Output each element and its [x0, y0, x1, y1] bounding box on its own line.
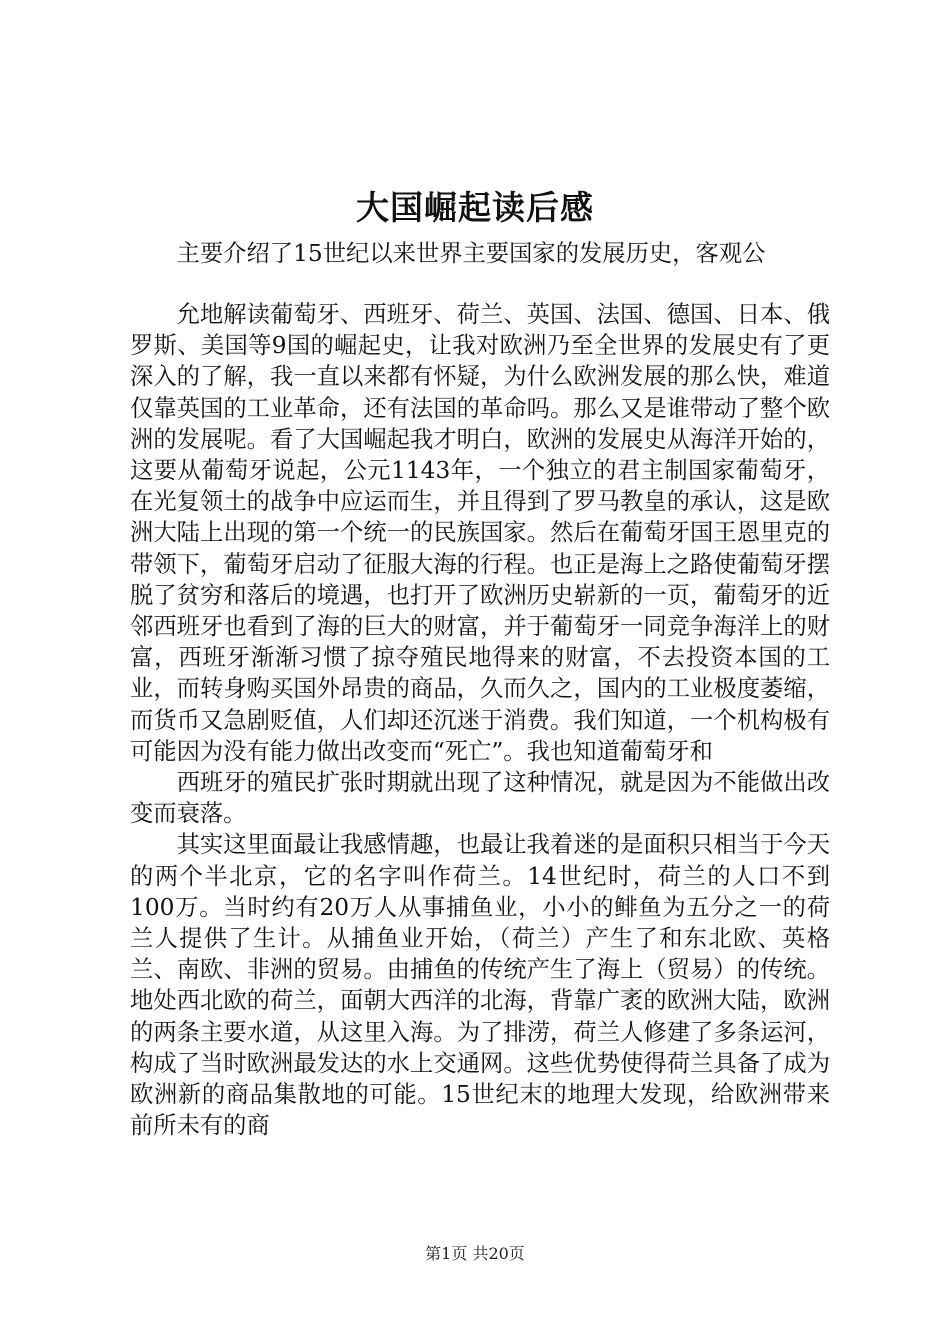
document-title: 大国崛起读后感 — [356, 188, 594, 227]
body-paragraph: 允地解读葡萄牙、西班牙、荷兰、英国、法国、德国、日本、俄罗斯、美国等9国的崛起史，让我对欧洲乃至全世界的发展史有了更深入的了解，我一直以来都有怀疑，为什么欧洲发展的那么快，难道仅靠英国的工业革命，还有法国的革命吗。那么又是谁带动了整个欧洲的发展呢。看了大国崛起我才明白，欧洲的发展史从海洋开始的，这要从葡萄牙说起，公元1143年，一个独立的君主制国家葡萄牙，在光复领土的战争中应运而生，并且得到了罗马教皇的承认，这是欧洲大陆上出现的第一个统一的民族国家。然后在葡萄牙国王恩里克的带领下，葡萄牙启动了征服大海的行程。也正是海上之路使葡萄牙摆脱了贫穷和落后的境遇，也打开了欧洲历史崭新的一页，葡萄牙的近邻西班牙也看到了海的巨大的财富，并于葡萄牙一同竞争海洋上的财富，西班牙渐渐习惯了掠夺殖民地得来的财富，不去投资本国的工业，而转身购买国外昂贵的商品，久而久之，国内的工业极度萎缩，而货币又急剧贬值，人们却还沉迷于消费。我们知道，一个机构极有可能因为没有能力做出改变而“死亡”。我也知道葡萄牙和 — [130, 301, 830, 765]
page-footer: 第1页 共20页 — [425, 1244, 525, 1263]
article-body — [130, 299, 830, 1141]
body-paragraph: 其实这里面最让我感情趣，也最让我着迷的是面积只相当于今天的两个半北京，它的名字叫作荷兰。14世纪时，荷兰的人口不到100万。当时约有20万人从事捕鱼业，小小的鲱鱼为五分之一的荷兰人提供了生计。从捕鱼业开始，（荷兰）产生了和东北欧、英格兰、南欧、非洲的贸易。由捕鱼的传统产生了海上（贸易）的传统。地处西北欧的荷兰，面朝大西洋的北海，背靠广袤的欧洲大陆，欧洲的两条主要水道，从这里入海。为了排涝，荷兰人修建了多条运河，构成了当时欧洲最发达的水上交通网。这些优势使得荷兰具备了成为欧洲新的商品集散地的可能。15世纪末的地理大发现，给欧洲带来前所未有的商 — [130, 831, 830, 1140]
intro-line — [130, 238, 830, 269]
body-paragraph: 西班牙的殖民扩张时期就出现了这种情况，就是因为不能做出改变而衰落。 — [130, 769, 830, 828]
intro-paragraph: 主要介绍了15世纪以来世界主要国家的发展历史，客观公 — [176, 240, 766, 267]
